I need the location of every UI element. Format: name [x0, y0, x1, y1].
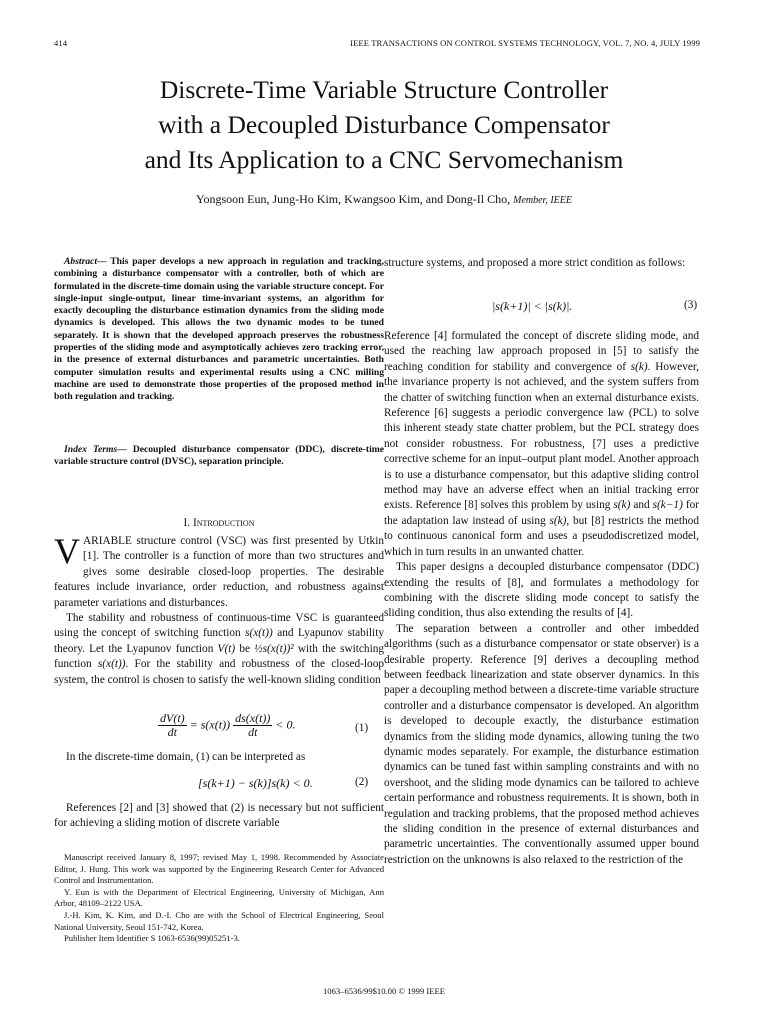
page-number: 414 — [54, 38, 68, 48]
equation-3-number: (3) — [684, 299, 698, 311]
authors-text: Yongsoon Eun, Jung-Ho Kim, Kwangsoo Kim, and Dong-Il Cho, — [196, 192, 511, 206]
paragraph-text: References [2] and [3] showed that (2) is necessary but not sufficient for achieving a sliding motion of discrete variable — [54, 802, 384, 830]
equation-2-number: (2) — [355, 776, 369, 788]
equation-2: [s(k+1) − s(k)]s(k) < 0. — [198, 776, 313, 790]
author-list — [60, 192, 708, 207]
abstract-text: This paper develops a new approach in regulation and tracking, combining a disturbance compensator with a controller, both of which are formulated in the discrete-time domain using the variable structure concept. For single-input single-output, linear time-invariant systems, an algorithm for exactly decoupling the disturbance estimation dynamics from the sliding mode dynamics is developed. This allows the two dynamic modes to be tuned separately. It is shown that the developed approach preserves the robustness properties of the sliding mode and asymptotically achieves zero tracking error, in the presence of external disturbances and parametric uncertainties. Both computer simulation results and experimental results using a CNC milling machine are used to demonstrate those properties of the proposed method in both regulation and tracking. — [54, 256, 384, 403]
equation-3: |s(k+1)| < |s(k)|. — [492, 299, 573, 313]
numerator: ds(x(t)) — [235, 711, 271, 725]
paragraph-text: . However, the invariance property is not achieved, and the system suffers from the chatter of switching function when an external disturbance exists. Reference [6] suggests a periodic convergence law (PCL) to solve this inherent steady state chatter problem, but the PCL strategy does not consider robustness. For robustness, [7] uses a predictive corrective scheme for an input–output plant model. Another approach is to use a disturbance compensator, but this adaptive sliding control method may have an adverse effect when an initial tracking error exists. Reference [8] solves this problem by using — [384, 360, 699, 512]
section-heading — [54, 517, 384, 529]
denominator: dt — [248, 725, 258, 739]
inline-math: s(k) — [630, 360, 648, 373]
footnote: Y. Eun is with the Department of Electrical Engineering, University of Michigan, Ann Arbor, 48109–2122 USA. — [54, 886, 384, 909]
drop-cap: V — [54, 531, 80, 571]
inline-math: V(t) — [217, 642, 236, 655]
index-terms — [54, 444, 384, 469]
index-terms-text: Decoupled disturbance compensator (DDC), discrete-time variable structure control (DVSC), separation principle. — [54, 444, 384, 468]
right-col-body — [384, 329, 699, 868]
journal-header: IEEE TRANSACTIONS ON CONTROL SYSTEMS TECHNOLOGY, VOL. 7, NO. 4, JULY 1999 — [350, 38, 700, 48]
paragraph-text: , but [8] restricts the method to continuous canonical form and uses a pseudodiscretized model, which in turn results in an unwanted chatter. — [384, 514, 699, 558]
intro-paragraph — [384, 329, 699, 560]
paragraph-text: and — [633, 499, 650, 512]
abstract-label: Abstract— — [64, 256, 107, 267]
section-title: Introduction — [192, 517, 255, 529]
title-line: and Its Application to a CNC Servomechanism — [144, 145, 624, 174]
right-col-top — [384, 256, 699, 271]
denominator: dt — [167, 725, 177, 739]
section-number: I. — [183, 517, 191, 529]
copyright-footer: 1063–6536/99$10.00 © 1999 IEEE — [322, 986, 446, 996]
index-terms-label: Index Terms— — [64, 444, 127, 455]
inline-math: s(x(t)) — [245, 627, 273, 640]
fraction — [233, 712, 272, 739]
paper-title — [60, 72, 708, 177]
paragraph-text: The stability and robustness of continuous-time VSC is guaranteed using the concept of switching function — [54, 612, 384, 640]
inline-math: s(x(t)) — [97, 658, 126, 671]
title-line: Discrete-Time Variable Structure Controller — [159, 75, 609, 104]
footnote: Publisher Item Identifier S 1063-6536(99)05251-3. — [64, 933, 240, 944]
paragraph-text: In the discrete-time domain, (1) can be interpreted as — [66, 751, 306, 763]
author-affiliation: Member, IEEE — [513, 195, 572, 206]
paragraph-text: with the switching function — [54, 642, 385, 671]
inline-math: s(k) — [613, 499, 631, 512]
abstract — [54, 256, 384, 404]
paragraph-text: and Lyapunov stability theory. Let the Lyapunov function — [54, 627, 384, 655]
paragraph-text: The separation between a controller and other imbedded algorithms (such as a disturbance compensator or state observer) is a desirable property. Reference [9] derives a decoupling method between feedback linearization and state observer dynamics. In this paper a decoupling method between a discrete-time variable structure controller and a disturbance compensator is developed. An algorithm is developed to decouple exactly, the disturbance estimation dynamics from the sliding mode dynamics, allowing tuning the two dynamic modes separately. For example, the disturbance estimation dynamics can be tuned fast within sampling constraints and with no overshoot, and the sliding mode dynamics can be tailored to achieve certain performance and robustness requirements. It is shown, both in regulation and tracking problems, that the proposed method achieves the sliding condition in the presence of external disturbances and parametric uncertainties. The conventionally assumed upper bound restriction on the unknowns is also relaxed to the restriction of the — [384, 622, 699, 866]
numerator: dV(t) — [160, 711, 185, 725]
title-line: with a Decoupled Disturbance Compensator — [158, 110, 610, 139]
paragraph-text: structure systems, and proposed a more strict condition as follows: — [384, 257, 686, 269]
eq-middle: = s(x(t)) — [189, 717, 231, 732]
footnote: Manuscript received January 8, 1997; revised May 1, 1998. Recommended by Associate Editor, J. Hung. This work was supported by the Engineering Research Center for Advanced Control and Instrumentation. — [54, 852, 384, 886]
paragraph-text: ARIABLE structure control (VSC) was first presented by Utkin [1]. The controller is a function of more than two structures and gives some desirable closed-loop properties. The desirable features include invariance, order reduction, and robustness against parameter variations and disturbances. — [54, 535, 384, 609]
intro-left-bottom — [54, 801, 384, 832]
paragraph-text: . For the stability and robustness of the closed-loop system, the control is chosen to satisfy the well-known sliding condition — [54, 658, 384, 686]
fraction — [158, 712, 187, 739]
intro-paragraph — [54, 531, 384, 611]
paragraph-text: This paper designs a decoupled disturbance compensator (DDC) extending the results of [8], and formulates a methodology for combining with the discrete sliding mode concept to satisfy the sliding condition, thus also extending the results of [4]. — [384, 561, 699, 620]
footnotes — [54, 852, 384, 945]
footnote: J.-H. Kim, K. Kim, and D.-I. Cho are with the School of Electrical Engineering, Seoul National University, Seoul 151-742, Korea. — [54, 909, 384, 932]
intro-left-top — [54, 531, 385, 688]
equation-1-number: (1) — [355, 722, 369, 734]
paragraph-text: for the adaptation law instead of using — [384, 499, 700, 527]
inline-math: s(k−1) — [652, 499, 683, 512]
equation-1 — [158, 712, 296, 739]
paragraph-text: be — [239, 642, 250, 655]
intro-left-mid — [54, 750, 384, 765]
paragraph-text: Reference [4] formulated the concept of discrete sliding mode, and used the reaching law approach proposed in [5] to satisfy the reaching condition for stability and convergence of — [384, 330, 699, 373]
intro-paragraph — [54, 611, 384, 688]
inline-math: ½s(x(t))² — [254, 642, 294, 655]
eq-tail: < 0. — [275, 717, 296, 732]
inline-math: s(k) — [549, 514, 567, 527]
